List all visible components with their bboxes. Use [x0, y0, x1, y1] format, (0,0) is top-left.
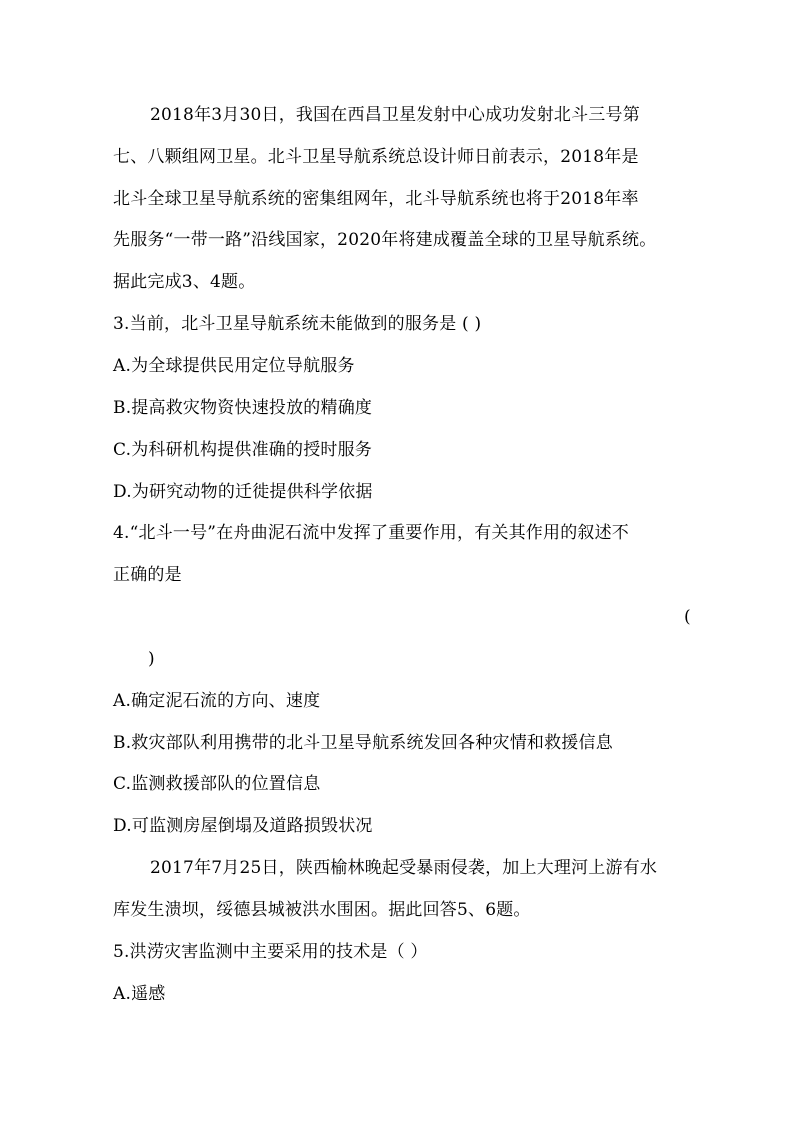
question3-option-a: A.为全球提供民用定位导航服务: [113, 356, 355, 376]
passage1-line2: 七、八颗组网卫星。北斗卫星导航系统总设计师日前表示，2018年是: [113, 147, 639, 167]
question4-option-d: D.可监测房屋倒塌及道路损毁状况: [113, 816, 373, 836]
question3-stem: 3.当前，北斗卫星导航系统未能做到的服务是 ( ): [113, 314, 482, 334]
passage1-line5: 据此完成3、4题。: [113, 272, 256, 292]
passage2-line2: 库发生溃坝，绥德县城被洪水围困。据此回答5、6题。: [113, 900, 531, 920]
question4-option-a: A.确定泥石流的方向、速度: [113, 691, 321, 711]
passage2-line1: 2017年7月25日，陕西榆林晚起受暴雨侵袭，加上大理河上游有水: [150, 858, 658, 878]
question4-paren-close: ): [148, 649, 155, 669]
question4-stem-line2: 正确的是: [113, 565, 182, 585]
passage1-line1: 2018年3月30日，我国在西昌卫星发射中心成功发射北斗三号第: [150, 105, 640, 125]
question3-option-d: D.为研究动物的迁徙提供科学依据: [113, 482, 373, 502]
question5-option-a: A.遥感: [113, 984, 166, 1004]
question3-option-b: B.提高救灾物资快速投放的精确度: [113, 398, 373, 418]
question3-option-c: C.为科研机构提供准确的授时服务: [113, 440, 373, 460]
question4-option-c: C.监测救援部队的位置信息: [113, 774, 321, 794]
question4-paren-open: (: [684, 607, 691, 627]
passage1-line4: 先服务“一带一路”沿线国家，2020年将建成覆盖全球的卫星导航系统。: [113, 230, 657, 250]
passage1-line3: 北斗全球卫星导航系统的密集组网年，北斗导航系统也将于2018年率: [113, 189, 639, 209]
question4-option-b: B.救灾部队利用携带的北斗卫星导航系统发回各种灾情和救援信息: [113, 733, 613, 753]
question5-stem: 5.洪涝灾害监测中主要采用的技术是（ ）: [113, 942, 428, 962]
question4-stem-line1: 4.“北斗一号”在舟曲泥石流中发挥了重要作用，有关其作用的叙述不: [113, 523, 630, 543]
